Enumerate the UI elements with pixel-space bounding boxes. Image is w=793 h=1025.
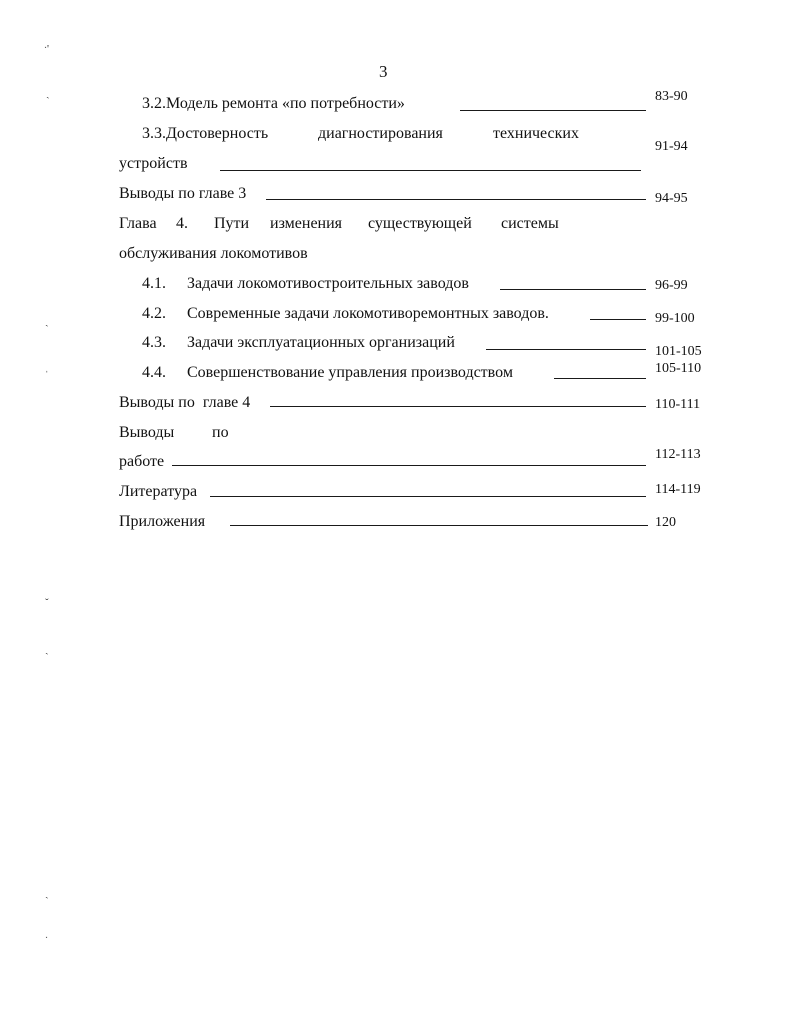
scan-speck: ˎ — [46, 87, 50, 99]
scan-speck: ˎ — [45, 643, 49, 655]
toc-entry-label-word: изменения — [270, 215, 343, 232]
toc-entry-label: Выводы по главе 3 — [119, 185, 247, 202]
toc-leader-line — [500, 289, 646, 290]
toc-leader-line — [270, 406, 646, 407]
toc-entry-pages: 91-94 — [655, 139, 688, 154]
toc-entry-label-word: по — [212, 424, 229, 441]
toc-entry-pages: 94-95 — [655, 191, 688, 206]
toc-entry-label-word: системы — [501, 215, 559, 232]
scan-speck: ˏ — [45, 887, 49, 899]
toc-leader-line — [554, 378, 646, 379]
toc-entry-number: 4.4. — [142, 364, 166, 381]
toc-entry-label: Приложения — [119, 513, 206, 530]
toc-leader-line — [172, 465, 646, 466]
toc-entry-label: Совершенствование управления производством — [187, 364, 513, 381]
toc-entry-pages: 120 — [655, 515, 676, 530]
toc-leader-line — [266, 199, 646, 200]
toc-leader-line — [210, 496, 646, 497]
toc-entry-label: 3.2.Модель ремонта «по потребности» — [142, 95, 405, 112]
toc-entry-label: Задачи эксплуатационных организаций — [187, 334, 455, 351]
toc-entry-label-line2: обслуживания локомотивов — [119, 245, 308, 262]
toc-entry-pages: 83-90 — [655, 89, 688, 104]
toc-leader-line — [460, 110, 646, 111]
scan-speck: ˏ — [45, 315, 49, 327]
toc-entry-pages: 96-99 — [655, 278, 688, 293]
toc-entry-pages: 110-111 — [655, 397, 701, 412]
toc-entry-label-word: 4. — [176, 215, 188, 232]
toc-entry-number: 4.1. — [142, 275, 166, 292]
toc-entry-label-word: Пути — [214, 215, 250, 232]
toc-entry-label-line2: работе — [119, 453, 165, 470]
scan-speck: ˇ — [45, 597, 49, 609]
toc-entry-label-word: технических — [493, 125, 579, 142]
toc-entry-pages: 114-119 — [655, 482, 701, 497]
toc-entry-label: Задачи локомотивостроительных заводов — [187, 275, 469, 292]
scan-speck: ˑ' — [44, 43, 50, 55]
toc-entry-pages: 101-105 — [655, 344, 702, 359]
toc-entry-label-word: Глава — [119, 215, 157, 232]
toc-entry-label-word: Выводы — [119, 424, 175, 441]
toc-entry-number: 4.3. — [142, 334, 166, 351]
toc-entry-number: 4.2. — [142, 305, 166, 322]
toc-entry-pages: 99-100 — [655, 311, 695, 326]
scan-speck: ˌ — [45, 361, 49, 373]
toc-leader-line — [590, 319, 646, 320]
toc-entry-pages: 112-113 — [655, 447, 701, 462]
toc-entry-pages: 105-110 — [655, 361, 702, 376]
toc-leader-line — [220, 170, 641, 171]
toc-entry-label-word: 3.3.Достоверность — [142, 125, 269, 142]
page-number: 3 — [379, 62, 388, 81]
scan-speck: ˑ — [45, 933, 49, 945]
toc-entry-label-word: существующей — [368, 215, 472, 232]
toc-entry-label-line2: устройств — [119, 155, 188, 172]
toc-leader-line — [486, 349, 646, 350]
toc-leader-line — [230, 525, 648, 526]
toc-entry-label: Современные задачи локомотиворемонтных заводов. — [187, 305, 549, 322]
toc-entry-label-word: диагностирования — [318, 125, 443, 142]
toc-entry-label: Выводы по главе 4 — [119, 394, 251, 411]
toc-entry-label: Литература — [119, 483, 198, 500]
